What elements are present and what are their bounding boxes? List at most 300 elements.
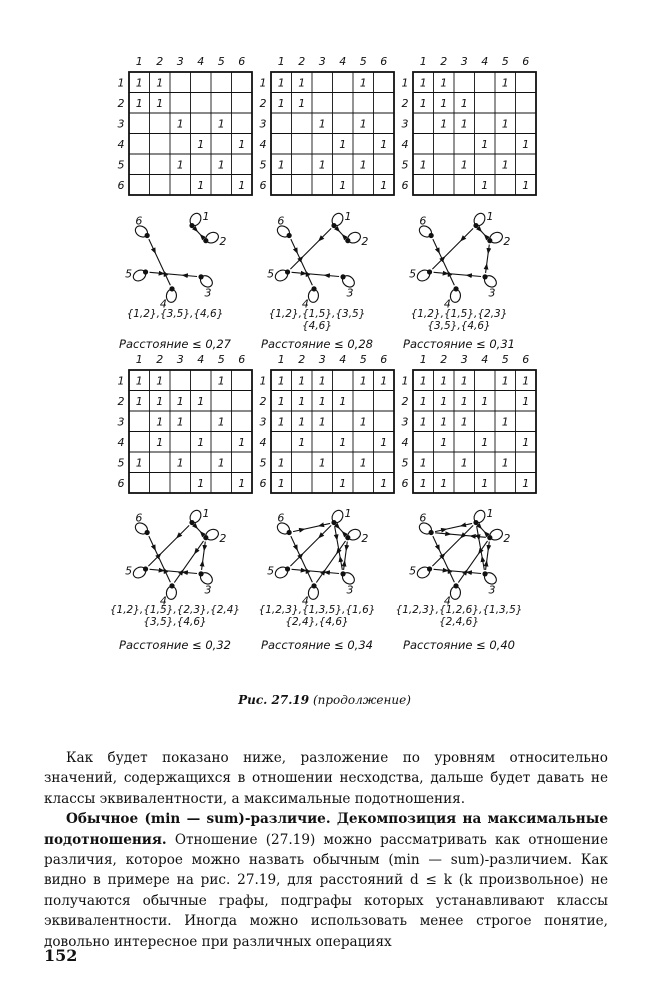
- column-number: 6: [522, 55, 530, 68]
- matrix-cell-one: 1: [238, 476, 246, 490]
- node-label: 2: [361, 234, 369, 248]
- graph-node: [340, 274, 345, 279]
- graph-node: [482, 274, 487, 279]
- node-label: 5: [267, 564, 275, 578]
- column-number: 2: [156, 55, 164, 68]
- matrix-cell-one: 1: [501, 456, 509, 470]
- row-number: 3: [401, 117, 409, 131]
- edge-arrow: [479, 229, 480, 230]
- matrix-cell-one: 1: [277, 158, 285, 172]
- matrix-cell-one: 1: [460, 394, 468, 408]
- column-number: 2: [440, 353, 448, 366]
- matrix-cell-one: 1: [298, 394, 306, 408]
- matrix-cell-one: 1: [156, 96, 164, 110]
- matrix-cell-one: 1: [217, 117, 225, 131]
- node-label: 5: [125, 267, 133, 281]
- matrix-cell-one: 1: [277, 456, 285, 470]
- matrix-cell-one: 1: [298, 415, 306, 429]
- node-label: 6: [135, 214, 143, 228]
- node-label: 4: [301, 594, 309, 608]
- graph-node: [198, 571, 203, 576]
- matrix-cell-one: 1: [238, 137, 246, 151]
- matrix-cell-one: 1: [419, 456, 427, 470]
- column-number: 4: [481, 353, 489, 366]
- column-number: 5: [359, 353, 367, 366]
- graph-edge: [290, 525, 331, 566]
- graph-edge: [292, 272, 340, 276]
- column-number: 6: [380, 55, 388, 68]
- classes-line: {3,5},{4,6}: [143, 616, 207, 628]
- row-number: 4: [401, 137, 409, 151]
- matrix-cell-one: 1: [197, 137, 205, 151]
- matrix-cell-one: 1: [419, 96, 427, 110]
- graph-edge: [344, 542, 348, 570]
- distance-label: Расстояние ≤ 0,31: [403, 337, 515, 351]
- classes-line: {2,4,6}: [438, 616, 480, 628]
- matrix-cell-one: 1: [339, 435, 347, 449]
- node-label: 5: [125, 564, 133, 578]
- matrix-cell-one: 1: [419, 158, 427, 172]
- matrix-cell-one: 1: [318, 117, 326, 131]
- node-label: 3: [346, 583, 354, 597]
- graph-edge: [202, 542, 206, 570]
- row-number: 5: [259, 158, 267, 172]
- matrix-cell-one: 1: [440, 374, 448, 388]
- graph-node: [143, 566, 148, 571]
- graph-edge: [432, 228, 473, 269]
- graph-node: [453, 286, 458, 291]
- matrix-cell-one: 1: [135, 374, 143, 388]
- matrix-cell-one: 1: [298, 96, 306, 110]
- matrix-cell-one: 1: [339, 137, 347, 151]
- node-label: 2: [219, 531, 227, 545]
- row-number: 2: [401, 96, 409, 110]
- matrix-cell-one: 1: [318, 158, 326, 172]
- distance-label: Расстояние ≤ 0,34: [261, 638, 373, 652]
- paragraph-2-text: Отношение (27.19) можно рассматривать как отношение различия, которое можно назвать обычным (min — sum)-различием. Как видно в примере на рис. 27.19, для расстояний d ≤ k (k произвольное) не получаются обычные графы, подграфы которых устанавливают классы эквивалентности. Иногда можно использовать менее строгое понятие, довольно интересное при различных операциях: [44, 831, 608, 950]
- node-label: 4: [443, 297, 451, 311]
- matrix-cell-one: 1: [156, 435, 164, 449]
- matrix-cell-one: 1: [460, 374, 468, 388]
- matrix-cell-one: 1: [298, 374, 306, 388]
- matrix-cell-one: 1: [217, 415, 225, 429]
- classes-line: {3,5},{4,6}: [427, 320, 491, 332]
- matrix-cell-one: 1: [440, 76, 448, 90]
- column-number: 1: [135, 55, 143, 68]
- column-number: 3: [318, 55, 326, 68]
- column-number: 2: [298, 353, 306, 366]
- row-number: 4: [117, 137, 125, 151]
- graph-node: [169, 583, 174, 588]
- matrix-cell-one: 1: [197, 476, 205, 490]
- matrix-cell-one: 1: [501, 415, 509, 429]
- matrix-cell-one: 1: [339, 394, 347, 408]
- matrix-cell-one: 1: [318, 456, 326, 470]
- column-number: 1: [419, 55, 427, 68]
- row-number: 2: [117, 96, 125, 110]
- matrix-cell-one: 1: [156, 76, 164, 90]
- matrix-cell-one: 1: [460, 158, 468, 172]
- classes-line: {1,2},{1,5},{2,3}: [410, 308, 508, 320]
- edge-arrow: [202, 533, 203, 534]
- matrix-cell-one: 1: [135, 76, 143, 90]
- row-number: 2: [259, 96, 267, 110]
- matrix-cell-one: 1: [440, 117, 448, 131]
- graph-node: [331, 223, 336, 228]
- graph-edge: [293, 523, 330, 531]
- graph-node: [427, 566, 432, 571]
- edge-arrow: [486, 236, 487, 237]
- row-number: 4: [259, 435, 267, 449]
- column-number: 1: [135, 353, 143, 366]
- matrix-cell-one: 1: [460, 96, 468, 110]
- column-number: 4: [481, 55, 489, 68]
- row-number: 2: [401, 394, 409, 408]
- classes-line: {4,6}: [301, 320, 333, 332]
- graph-node: [487, 238, 492, 243]
- node-label: 3: [488, 583, 496, 597]
- graph-node: [203, 238, 208, 243]
- graph-edge: [432, 525, 473, 566]
- matrix-cell-one: 1: [197, 178, 205, 192]
- row-number: 1: [117, 76, 125, 90]
- matrix-cell-one: 1: [238, 435, 246, 449]
- graph-node: [145, 530, 150, 535]
- figure-caption-note: (продолжение): [312, 693, 411, 707]
- graph-node: [429, 233, 434, 238]
- node-label: 6: [135, 511, 143, 525]
- graph-edge: [435, 523, 472, 531]
- graph-edge: [291, 239, 313, 285]
- node-label: 5: [409, 564, 417, 578]
- graph-edge: [150, 272, 198, 276]
- matrix-cell-one: 1: [359, 374, 367, 388]
- matrix-cell-one: 1: [277, 476, 285, 490]
- graph-edge: [477, 526, 485, 569]
- matrix-cell-one: 1: [359, 76, 367, 90]
- graph-node: [189, 223, 194, 228]
- matrix-cell-one: 1: [298, 76, 306, 90]
- matrix-cell-one: 1: [380, 476, 388, 490]
- edge-arrow: [320, 238, 321, 239]
- graph-node: [345, 238, 350, 243]
- matrix-cell-one: 1: [277, 374, 285, 388]
- classes-line: {2,4},{4,6}: [285, 616, 349, 628]
- graph-node: [311, 286, 316, 291]
- distance-label: Расстояние ≤ 0,40: [403, 638, 515, 652]
- graph-node: [429, 530, 434, 535]
- matrix-cell-one: 1: [359, 415, 367, 429]
- matrix-cell-one: 1: [318, 374, 326, 388]
- graph-node: [285, 269, 290, 274]
- panel-1: [118, 55, 253, 351]
- row-number: 5: [401, 158, 409, 172]
- edge-arrow: [344, 533, 345, 534]
- graph-node: [287, 530, 292, 535]
- edge-arrow: [479, 526, 480, 527]
- row-number: 3: [259, 117, 267, 131]
- matrix-cell-one: 1: [318, 394, 326, 408]
- edge-arrow: [195, 526, 196, 527]
- column-number: 1: [277, 353, 285, 366]
- graph-edge: [434, 569, 482, 573]
- matrix-cell-one: 1: [501, 117, 509, 131]
- edge-arrow: [196, 550, 197, 552]
- graph-node: [345, 535, 350, 540]
- column-number: 4: [339, 55, 347, 68]
- edge-arrow: [202, 236, 203, 237]
- matrix-cell-one: 1: [135, 456, 143, 470]
- graph-edge: [149, 536, 171, 582]
- matrix-cell-one: 1: [176, 456, 184, 470]
- node-label: 3: [204, 583, 212, 597]
- column-number: 3: [176, 353, 184, 366]
- node-label: 6: [277, 511, 285, 525]
- matrix-cell-one: 1: [460, 456, 468, 470]
- row-number: 3: [401, 415, 409, 429]
- node-label: 4: [159, 594, 167, 608]
- row-number: 5: [117, 158, 125, 172]
- column-number: 5: [501, 55, 509, 68]
- edge-arrow: [486, 533, 487, 534]
- row-number: 5: [117, 456, 125, 470]
- graph-edge: [433, 239, 455, 285]
- matrix-cell-one: 1: [522, 394, 530, 408]
- edge-arrow: [337, 526, 338, 527]
- node-label: 3: [488, 286, 496, 300]
- node-label: 4: [159, 297, 167, 311]
- column-number: 2: [156, 353, 164, 366]
- row-number: 3: [117, 415, 125, 429]
- matrix-cell-one: 1: [135, 394, 143, 408]
- graph-node: [198, 274, 203, 279]
- matrix-cell-one: 1: [522, 435, 530, 449]
- graph-node: [145, 233, 150, 238]
- classes-line: {1,2},{1,5},{3,5}: [268, 308, 366, 320]
- graph-node: [311, 583, 316, 588]
- matrix-cell-one: 1: [339, 476, 347, 490]
- matrix-cell-one: 1: [176, 415, 184, 429]
- row-number: 4: [117, 435, 125, 449]
- column-number: 1: [419, 353, 427, 366]
- graph-node: [169, 286, 174, 291]
- column-number: 5: [501, 353, 509, 366]
- matrix-cell-one: 1: [501, 158, 509, 172]
- node-label: 1: [344, 209, 352, 223]
- row-number: 2: [117, 394, 125, 408]
- matrix-cell-one: 1: [176, 117, 184, 131]
- matrix-cell-one: 1: [481, 476, 489, 490]
- edge-arrow: [178, 535, 179, 536]
- graph-node: [287, 233, 292, 238]
- graph-node: [487, 535, 492, 540]
- matrix-cell-one: 1: [419, 415, 427, 429]
- column-number: 6: [380, 353, 388, 366]
- matrix-cell-one: 1: [522, 178, 530, 192]
- panel-5: [259, 353, 394, 652]
- matrix-cell-one: 1: [197, 394, 205, 408]
- matrix-cell-one: 1: [501, 374, 509, 388]
- matrix-cell-one: 1: [176, 158, 184, 172]
- node-label: 3: [346, 286, 354, 300]
- panel-6: [396, 353, 536, 652]
- graph-node: [340, 571, 345, 576]
- edge-arrow: [462, 238, 463, 239]
- matrix-cell-one: 1: [277, 96, 285, 110]
- matrix-cell-one: 1: [238, 178, 246, 192]
- matrix-cell-one: 1: [440, 435, 448, 449]
- edge-arrow: [344, 236, 345, 237]
- node-label: 6: [419, 511, 427, 525]
- matrix-cell-one: 1: [440, 415, 448, 429]
- graph-edge: [150, 569, 198, 573]
- column-number: 5: [217, 353, 225, 366]
- matrix-cell-one: 1: [419, 76, 427, 90]
- row-number: 1: [401, 76, 409, 90]
- panel-2: [260, 55, 395, 351]
- graph-edge: [174, 541, 203, 583]
- row-number: 4: [401, 435, 409, 449]
- column-number: 1: [277, 55, 285, 68]
- column-number: 6: [238, 55, 246, 68]
- distance-label: Расстояние ≤ 0,32: [119, 638, 231, 652]
- graph-node: [473, 520, 478, 525]
- matrix-cell-one: 1: [380, 374, 388, 388]
- matrix-cell-one: 1: [460, 117, 468, 131]
- matrix-cell-one: 1: [481, 137, 489, 151]
- row-number: 5: [259, 456, 267, 470]
- node-label: 5: [267, 267, 275, 281]
- column-number: 4: [197, 353, 205, 366]
- column-number: 6: [238, 353, 246, 366]
- node-label: 1: [344, 506, 352, 520]
- edge-arrow: [337, 229, 338, 230]
- graph-edge: [148, 525, 189, 566]
- matrix-cell-one: 1: [176, 394, 184, 408]
- graph-node: [189, 520, 194, 525]
- row-number: 1: [117, 374, 125, 388]
- matrix-cell-one: 1: [156, 415, 164, 429]
- column-number: 4: [339, 353, 347, 366]
- paragraph-2-heading: Обычное (min — sum)-различие. Декомпозиция на максимальные подотношения.: [44, 811, 608, 848]
- graph-edge: [335, 526, 343, 569]
- matrix-cell-one: 1: [380, 178, 388, 192]
- row-number: 6: [117, 178, 125, 192]
- graph-edge: [486, 245, 490, 273]
- row-number: 1: [259, 374, 267, 388]
- graph-node: [453, 583, 458, 588]
- matrix-cell-one: 1: [419, 476, 427, 490]
- graph-node: [285, 566, 290, 571]
- graph-edge: [291, 536, 313, 582]
- node-label: 5: [409, 267, 417, 281]
- matrix-cell-one: 1: [197, 435, 205, 449]
- matrix-cell-one: 1: [440, 96, 448, 110]
- graph-node: [427, 269, 432, 274]
- matrix-cell-one: 1: [522, 137, 530, 151]
- row-number: 2: [259, 394, 267, 408]
- graph-node: [203, 535, 208, 540]
- matrix-cell-one: 1: [440, 394, 448, 408]
- matrix-cell-one: 1: [217, 456, 225, 470]
- matrix-cell-one: 1: [359, 158, 367, 172]
- edge-arrow: [320, 535, 321, 536]
- graph-edge: [433, 536, 455, 582]
- row-number: 6: [117, 476, 125, 490]
- column-number: 3: [460, 353, 468, 366]
- node-label: 4: [301, 297, 309, 311]
- matrix-cell-one: 1: [277, 394, 285, 408]
- node-label: 6: [419, 214, 427, 228]
- panel-3: [402, 55, 537, 351]
- edge-arrow: [195, 229, 196, 230]
- matrix-cell-one: 1: [522, 374, 530, 388]
- matrix-cell-one: 1: [460, 415, 468, 429]
- matrix-cell-one: 1: [135, 96, 143, 110]
- matrix-cell-one: 1: [522, 476, 530, 490]
- matrix-cell-one: 1: [217, 374, 225, 388]
- row-number: 6: [259, 476, 267, 490]
- column-number: 4: [197, 55, 205, 68]
- node-label: 1: [202, 209, 210, 223]
- matrix-cell-one: 1: [318, 415, 326, 429]
- column-number: 5: [359, 55, 367, 68]
- node-label: 2: [219, 234, 227, 248]
- panel-4: [110, 353, 252, 652]
- graph-node: [331, 520, 336, 525]
- column-number: 5: [217, 55, 225, 68]
- matrix-cell-one: 1: [380, 435, 388, 449]
- matrix-cell-one: 1: [481, 178, 489, 192]
- matrix-cell-one: 1: [359, 117, 367, 131]
- classes-line: {1,2},{1,5},{2,3},{2,4}: [109, 604, 241, 616]
- graph-node: [482, 571, 487, 576]
- column-number: 3: [318, 353, 326, 366]
- node-label: 1: [486, 506, 494, 520]
- matrix-cell-one: 1: [501, 76, 509, 90]
- matrix-cell-one: 1: [359, 456, 367, 470]
- matrix-cell-one: 1: [217, 158, 225, 172]
- row-number: 3: [117, 117, 125, 131]
- graph-edge: [149, 239, 171, 285]
- row-number: 3: [259, 415, 267, 429]
- matrix-cell-one: 1: [440, 476, 448, 490]
- node-label: 2: [503, 234, 511, 248]
- node-label: 3: [204, 286, 212, 300]
- matrix-cell-one: 1: [419, 374, 427, 388]
- matrix-cell-one: 1: [481, 435, 489, 449]
- classes-line: {1,2,3},{1,3,5},{1,6}: [258, 604, 376, 616]
- distance-label: Расстояние ≤ 0,28: [261, 337, 373, 351]
- column-number: 2: [298, 55, 306, 68]
- graph-edge: [290, 228, 331, 269]
- node-label: 2: [503, 531, 511, 545]
- row-number: 5: [401, 456, 409, 470]
- column-number: 3: [176, 55, 184, 68]
- distance-label: Расстояние ≤ 0,27: [119, 337, 231, 351]
- graph-edge: [486, 542, 490, 570]
- classes-line: {1,2,3},{1,2,6},{1,3,5}: [395, 604, 523, 616]
- page-number: 152: [44, 946, 78, 965]
- node-label: 2: [361, 531, 369, 545]
- row-number: 6: [401, 476, 409, 490]
- column-number: 2: [440, 55, 448, 68]
- figure-caption: [0, 693, 649, 707]
- node-label: 1: [202, 506, 210, 520]
- row-number: 6: [259, 178, 267, 192]
- column-number: 3: [460, 55, 468, 68]
- graph-edge: [434, 272, 482, 276]
